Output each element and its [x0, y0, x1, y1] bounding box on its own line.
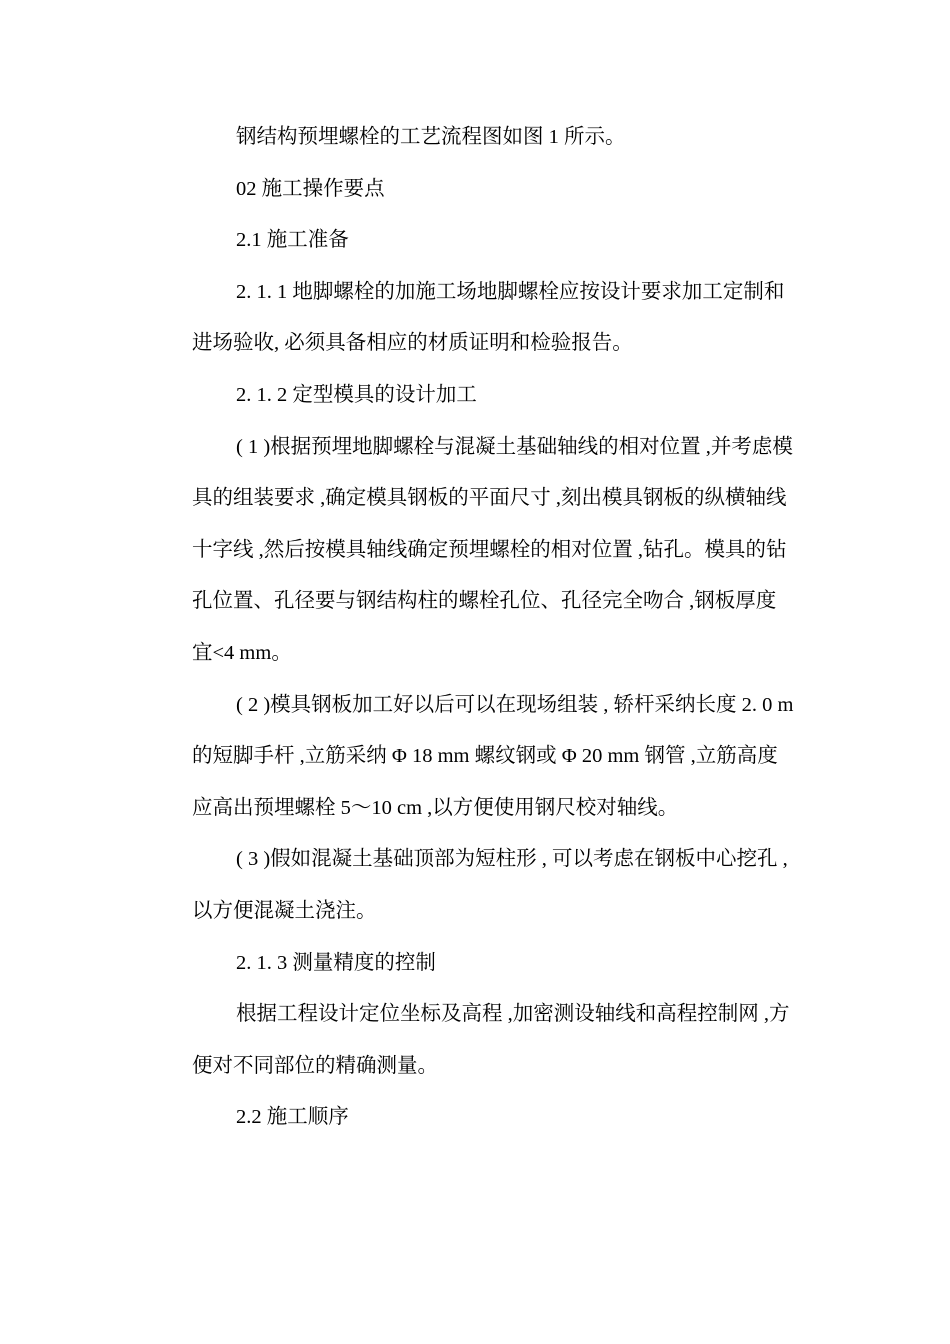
paragraph-flow-intro [148, 112, 802, 164]
paragraph-item-3 [148, 834, 802, 937]
heading-section-02 [148, 164, 802, 216]
text-line: 宜<4 mm。 [192, 641, 292, 664]
text-line: ( 1 )根据预埋地脚螺栓与混凝土基础轴线的相对位置 ,并考虑模 [236, 435, 793, 458]
heading-2-1-2 [148, 370, 802, 422]
text-line: ( 2 )模具钢板加工好以后可以在现场组装 , 轿杆采纳长度 2. 0 m [236, 693, 794, 716]
text-line: 具的组装要求 ,确定模具钢板的平面尺寸 ,刻出模具钢板的纵横轴线 [192, 487, 787, 510]
text-line: 2. 1. 3 测量精度的控制 [236, 951, 436, 974]
text-line: 2. 1. 1 地脚螺栓的加施工场地脚螺栓应按设计要求加工定制和 [236, 280, 785, 303]
paragraph-measurement [148, 989, 802, 1092]
text-line: 2.2 施工顺序 [236, 1106, 349, 1129]
text-line: 根据工程设计定位坐标及高程 ,加密测设轴线和高程控制网 ,方 [236, 1003, 790, 1026]
text-line: 钢结构预埋螺栓的工艺流程图如图 1 所示。 [236, 126, 626, 148]
heading-2-1 [148, 215, 802, 267]
text-line: 应高出预埋螺栓 5～10 cm ,以方便使用钢尺校对轴线。 [192, 796, 679, 819]
text-line: 02 施工操作要点 [236, 177, 385, 200]
text-line: 孔位置、孔径要与钢结构柱的螺栓孔位、孔径完全吻合 ,钢板厚度 [192, 590, 777, 613]
text-line: 进场验收, 必须具备相应的材质证明和检验报告。 [192, 332, 633, 355]
text-line: 2. 1. 2 定型模具的设计加工 [236, 383, 477, 406]
heading-2-2 [148, 1092, 802, 1144]
document-body [148, 112, 802, 1144]
heading-2-1-3 [148, 938, 802, 990]
text-line: 便对不同部位的精确测量。 [192, 1054, 438, 1077]
text-line: ( 3 )假如混凝土基础顶部为短柱形 , 可以考虑在钢板中心挖孔 , [236, 848, 788, 871]
text-line: 2.1 施工准备 [236, 229, 349, 252]
paragraph-item-2 [148, 680, 802, 835]
paragraph-item-1 [148, 422, 802, 680]
text-line: 十字线 ,然后按模具轴线确定预埋螺栓的相对位置 ,钻孔。模具的钻 [192, 538, 787, 561]
paragraph-2-1-1 [148, 267, 802, 370]
text-line: 的短脚手杆 ,立筋采纳 Φ 18 mm 螺纹钢或 Φ 20 mm 钢管 ,立筋高度 [192, 745, 778, 768]
text-line: 以方便混凝土浇注。 [192, 899, 377, 922]
